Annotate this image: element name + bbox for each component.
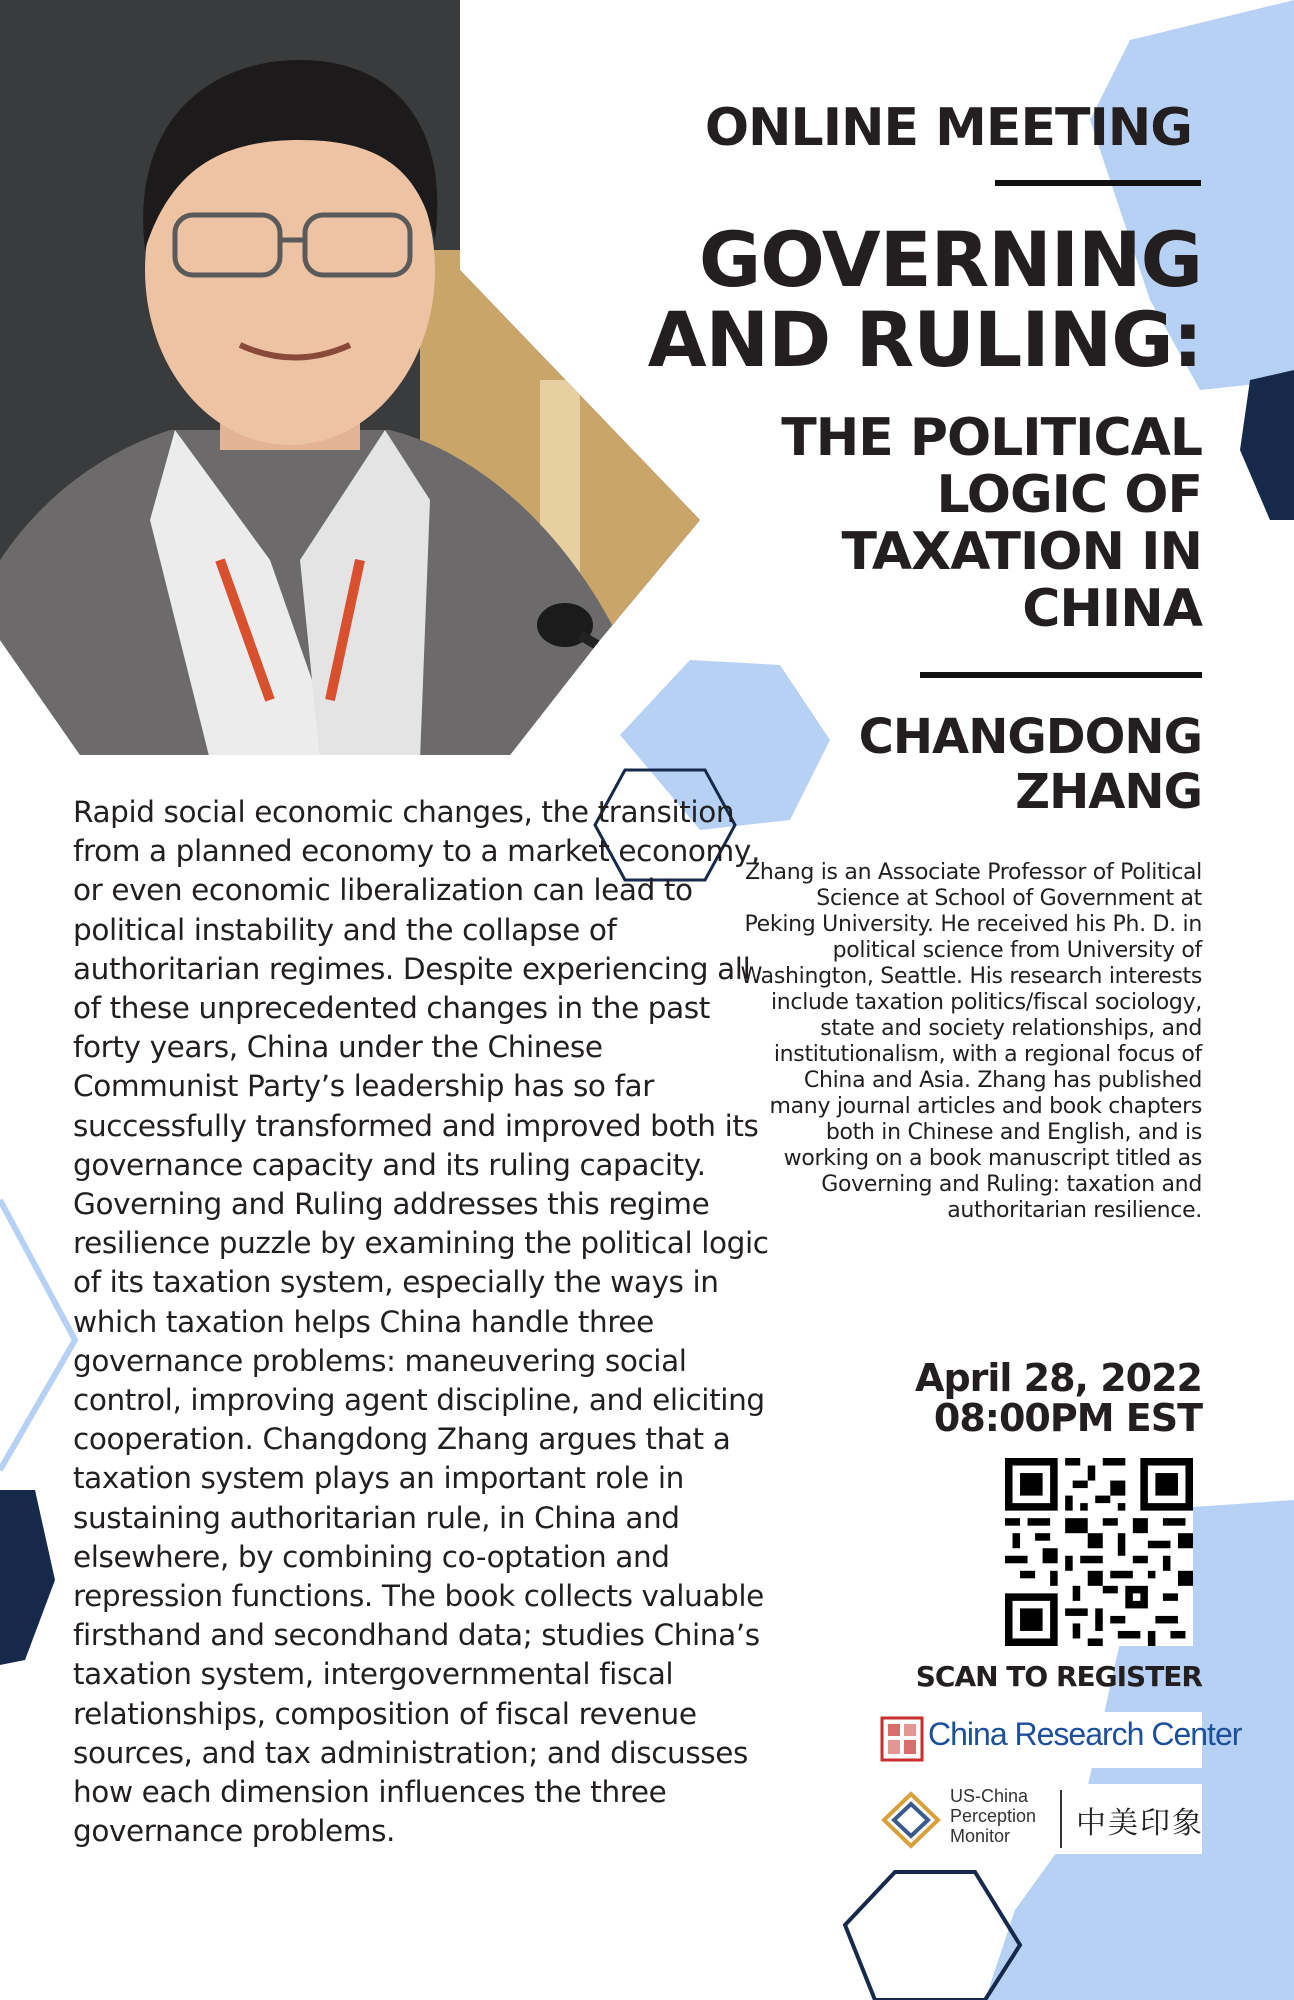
- speaker-bio: Zhang is an Associate Professor of Political Science at School of Government at Peking University. He received his Ph. D. in political science from University of Washington, Seattle. His research interests include taxation politics/fiscal sociology, state and society relationships, and institutionalism, with a regional focus of China and Asia. Zhang has published many journal articles and book chapters both in Chinese and English, and is working on a book manuscript titled as Governing and Ruling: taxation and authoritarian resilience.: [740, 860, 1202, 1223]
- ucpm-line-2: Perception: [950, 1806, 1037, 1826]
- book-abstract: Rapid social economic changes, the transition from a planned economy to a market economy, or even economic liberalization can lead to political instability and the collapse of authoritarian regimes. Despite experiencing all of these unprecedented changes in the past forty years, China under the Chinese Communist Party’s leadership has so far successfully transformed and improved both its governance capacity and its ruling capacity. Governing and Ruling addresses this regime resilience puzzle by examining the political logic of its taxation system, especially the ways in which taxation helps China handle three governance problems: maneuvering social control, improving agent discipline, and eliciting cooperation. Changdong Zhang argues that a taxation system plays an important role in sustaining authoritarian rule, in China and elsewhere, by combining co-optation and repression functions. The book collects valuable firsthand and secondhand data; studies China’s taxation system, intergovernmental fiscal relationships, composition of fiscal revenue sources, and tax administration; and discusses how each dimension influences the three governance problems.: [73, 795, 769, 1849]
- navy-hexagon-left: [0, 1490, 55, 1665]
- event-time: 08:00PM EST: [933, 1396, 1202, 1440]
- ucpm-line-1: US-China: [950, 1786, 1029, 1806]
- ucpm-divider: [1060, 1790, 1062, 1848]
- event-title: GOVERNING AND RULING:: [647, 215, 1202, 384]
- china-research-center-text: China Research Center: [928, 1716, 1242, 1752]
- navy-hexagon-right: [1240, 370, 1294, 520]
- diamond-logo-icon: [880, 1790, 942, 1850]
- speaker-photo: [0, 0, 700, 760]
- scan-to-register-label: SCAN TO REGISTER: [915, 1660, 1202, 1693]
- divider-rule-bottom: [920, 672, 1202, 678]
- seal-icon: [880, 1716, 924, 1762]
- ucpm-chinese-name: 中美印象: [1076, 1806, 1204, 1841]
- speaker-name: CHANGDONG ZHANG: [858, 709, 1202, 820]
- registration-qr-code[interactable]: [1005, 1458, 1193, 1646]
- ucpm-text: [950, 1786, 1060, 1846]
- event-subtitle: THE POLITICAL LOGIC OF TAXATION IN CHINA: [781, 408, 1202, 639]
- ucpm-line-3: Monitor: [950, 1826, 1011, 1846]
- divider-rule-top: [995, 180, 1201, 186]
- event-type-heading: ONLINE MEETING: [704, 98, 1192, 158]
- event-date: April 28, 2022: [915, 1356, 1202, 1400]
- light-blue-outline-left: [0, 1200, 75, 1470]
